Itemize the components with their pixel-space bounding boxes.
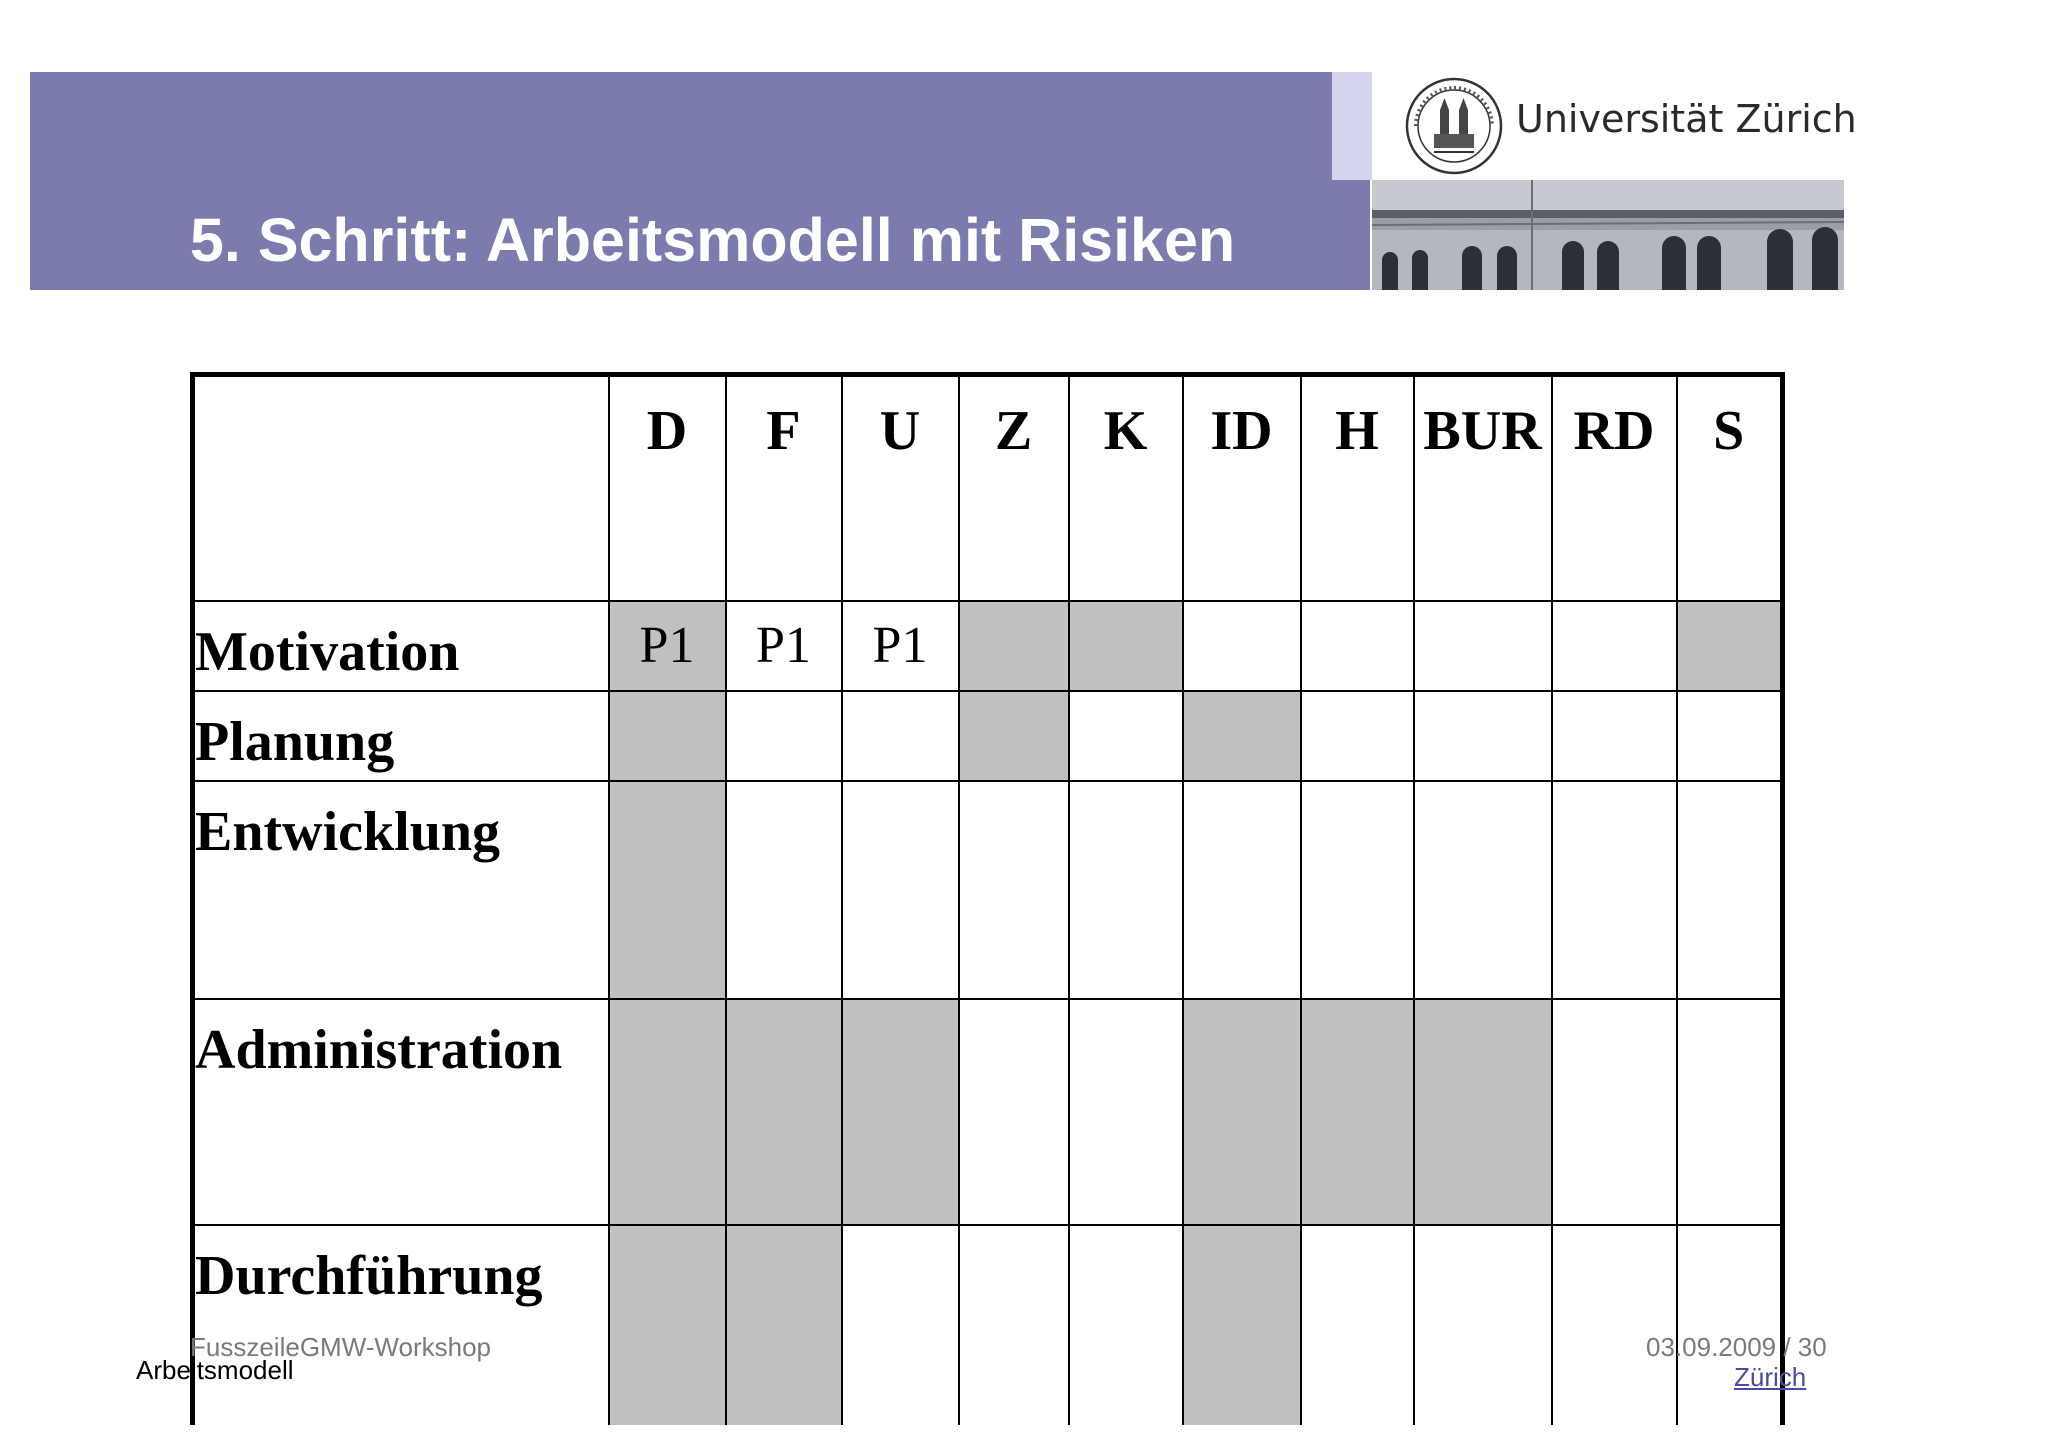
risk-cell — [1301, 1225, 1414, 1425]
table-row — [193, 691, 1783, 781]
risk-cell-shaded — [609, 691, 726, 781]
column-header: ID — [1183, 375, 1301, 601]
risk-cell — [959, 781, 1069, 999]
risk-matrix-table — [190, 372, 1785, 1425]
risk-cell — [1069, 1225, 1183, 1425]
table-row — [193, 601, 1783, 691]
footer-event-text: FusszeileGMW-Workshop — [190, 1332, 491, 1362]
risk-cell-shaded — [1183, 1225, 1301, 1425]
building-photo — [1372, 180, 1844, 290]
university-seal-logo — [1404, 76, 1504, 176]
risk-cell-shaded — [609, 781, 726, 999]
risk-cell — [1301, 781, 1414, 999]
row-label: Planung — [193, 691, 609, 781]
footer-zurich-link[interactable]: Zürich — [1734, 1362, 1807, 1392]
risk-cell — [1677, 1225, 1783, 1425]
column-header: RD — [1552, 375, 1677, 601]
risk-cell — [1414, 691, 1552, 781]
column-header: F — [726, 375, 842, 601]
risk-cell — [1552, 999, 1677, 1225]
risk-cell-shaded — [1301, 999, 1414, 1225]
university-name: Universität Zürich — [1516, 97, 1857, 141]
risk-cell-shaded — [959, 601, 1069, 691]
risk-cell — [726, 691, 842, 781]
table-row — [193, 999, 1783, 1225]
risk-cell-shaded — [726, 999, 842, 1225]
column-header: Z — [959, 375, 1069, 601]
risk-cell — [726, 781, 842, 999]
risk-cell — [1301, 601, 1414, 691]
slide-title: 5. Schritt: Arbeitsmodell mit Risiken — [190, 206, 1236, 274]
risk-cell-shaded — [959, 691, 1069, 781]
table-row — [193, 781, 1783, 999]
risk-cell — [1552, 601, 1677, 691]
risk-cell — [1414, 601, 1552, 691]
risk-cell — [1552, 691, 1677, 781]
risk-cell — [1677, 999, 1783, 1225]
risk-cell-shaded — [1183, 691, 1301, 781]
risk-cell: P1 — [726, 601, 842, 691]
risk-cell — [1183, 781, 1301, 999]
risk-cell — [1414, 1225, 1552, 1425]
risk-cell — [959, 999, 1069, 1225]
risk-cell-shaded — [609, 1225, 726, 1425]
column-header: BUR — [1414, 375, 1552, 601]
header-accent — [1332, 72, 1372, 180]
column-header: S — [1677, 375, 1783, 601]
column-header: D — [609, 375, 726, 601]
risk-cell-shaded: P1 — [609, 601, 726, 691]
footer-section-text: Arbeitsmodell — [136, 1355, 294, 1385]
column-header: K — [1069, 375, 1183, 601]
risk-cell — [1414, 781, 1552, 999]
risk-cell — [1069, 999, 1183, 1225]
risk-cell — [959, 1225, 1069, 1425]
table-corner-cell — [193, 375, 609, 601]
risk-cell-shaded — [842, 999, 959, 1225]
row-label: Durchführung — [193, 1225, 609, 1425]
risk-cell — [1677, 691, 1783, 781]
risk-cell — [1069, 691, 1183, 781]
row-label: Motivation — [193, 601, 609, 691]
risk-cell — [842, 1225, 959, 1425]
risk-cell — [842, 691, 959, 781]
risk-cell — [842, 781, 959, 999]
risk-cell-shaded — [726, 1225, 842, 1425]
risk-cell — [1552, 1225, 1677, 1425]
risk-cell-shaded — [1677, 601, 1783, 691]
row-label: Administration — [193, 999, 609, 1225]
risk-cell — [1552, 781, 1677, 999]
risk-cell-shaded — [609, 999, 726, 1225]
footer-date-page: 03.09.2009 / 30 — [1646, 1332, 1827, 1362]
table-header-row — [193, 375, 1783, 601]
risk-cell-shaded — [1069, 601, 1183, 691]
column-header: H — [1301, 375, 1414, 601]
risk-cell-shaded — [1183, 999, 1301, 1225]
column-header: U — [842, 375, 959, 601]
risk-cell — [1677, 781, 1783, 999]
risk-cell: P1 — [842, 601, 959, 691]
row-label: Entwicklung — [193, 781, 609, 999]
risk-cell — [1069, 781, 1183, 999]
risk-cell-shaded — [1414, 999, 1552, 1225]
risk-cell — [1183, 601, 1301, 691]
table-row — [193, 1225, 1783, 1425]
risk-cell — [1301, 691, 1414, 781]
